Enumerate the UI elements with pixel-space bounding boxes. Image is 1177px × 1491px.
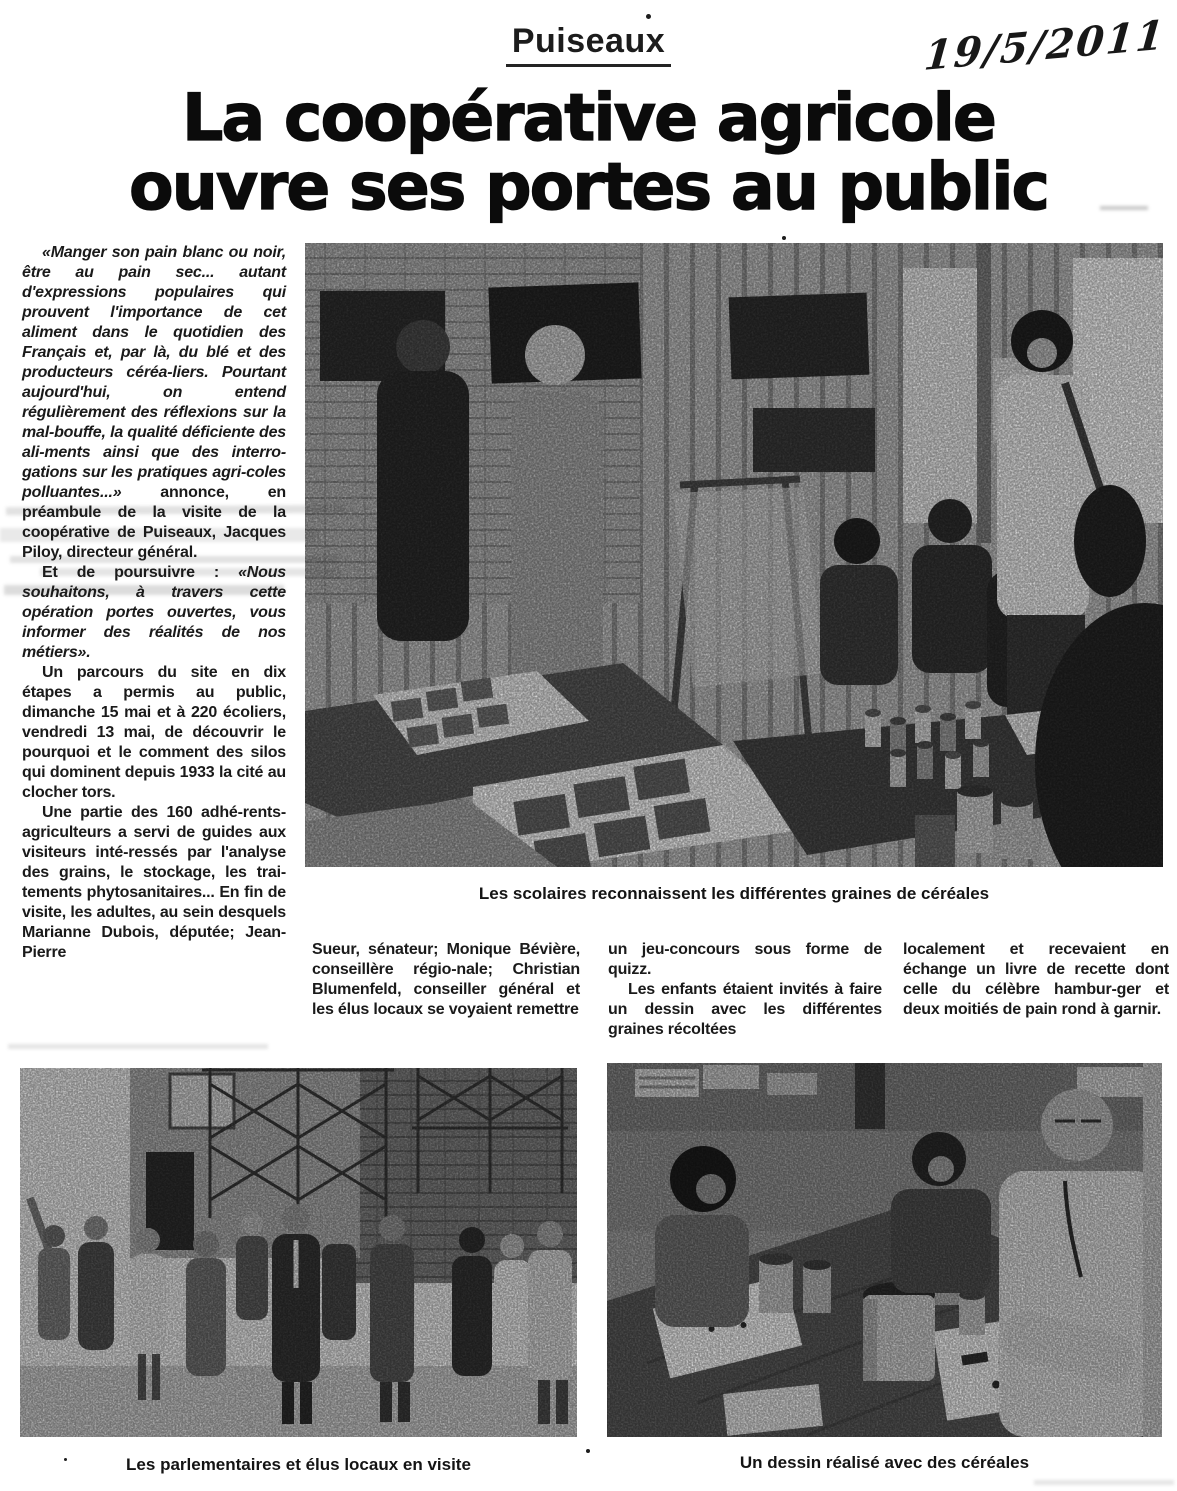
halftone-grain <box>607 1063 1162 1437</box>
article-column-3 <box>608 940 882 1040</box>
headline-line-1: La coopérative agricole <box>182 81 995 156</box>
handwritten-date: 19/5/2011 <box>922 11 1168 80</box>
scan-speck <box>782 236 786 240</box>
photo-officials-visit-image <box>20 1068 577 1437</box>
headline-line-2: ouvre ses portes au public <box>128 150 1049 225</box>
scan-streak <box>8 1044 268 1049</box>
article-paragraph: Une partie des 160 adhé-rents-agriculteurs a servi de guides aux visiteurs inté-ressés par l'analyse des grains, le stockage, les trai-tements phytosanitaires... En fin de visite, les adultes, au sein desquels Marianne Dubois, députée; Jean-Pierre <box>22 804 286 961</box>
article-paragraph <box>22 563 286 663</box>
photo-top-caption: Les scolaires reconnaissent les différentes graines de céréales <box>478 884 990 903</box>
photo-bottom-left-caption: Les parlementaires et élus locaux en visite <box>126 1455 471 1474</box>
photo-officials-visit <box>20 1068 577 1437</box>
quote-text: «Manger son pain blanc ou noir, être au pain sec... autant d'expressions populaires qui prouvent l'importance de cet aliment dans le quotidien des Français et, par là, du blé et des producteurs céréa-liers. Pourtant aujourd'hui, on entend régulièrement des réflexions sur la mal-bouffe, la qualité déficiente des ali-ments ainsi que des interro-gations sur les pratiques agri-coles polluantes...» <box>22 244 286 501</box>
scan-streak <box>1034 1480 1174 1485</box>
lead-text: Et de poursuivre : <box>42 564 239 581</box>
photo-open-day-workshop-image <box>305 243 1163 867</box>
article-paragraph: Les enfants étaient invités à faire un dessin avec les différentes graines récoltées <box>608 981 882 1038</box>
photo-open-day-workshop <box>305 243 1163 867</box>
article-paragraph: Sueur, sénateur; Monique Bévière, conseillère régio-nale; Christian Blumenfeld, conseiller général et les élus locaux se voyaient remettre <box>312 941 580 1018</box>
section-kicker-label: Puiseaux <box>506 22 671 67</box>
article-paragraph: Un parcours du site en dix étapes a permis au public, dimanche 15 mai et à 220 écoliers, vendredi 13 mai, de découvrir le pourquoi et le comment des silos qui dominent depuis 1933 la cité au clocher tors. <box>22 664 286 801</box>
article-column-2 <box>312 940 580 1020</box>
halftone-grain <box>305 243 1163 867</box>
photo-cereal-drawing <box>607 1063 1162 1437</box>
halftone-grain <box>20 1068 577 1437</box>
attribution-text: annonce, en préambule de la visite de la coopérative de Puiseaux, Jacques Piloy, directeur général. <box>22 484 286 561</box>
scan-speck <box>646 14 651 19</box>
photo-bottom-right-caption: Un dessin réalisé avec des céréales <box>739 1453 1030 1472</box>
article-paragraph: un jeu-concours sous forme de quizz. <box>608 941 882 978</box>
article-paragraph <box>22 243 286 563</box>
quote-text: «Nous souhaitons, à travers cette opération portes ouvertes, vous informer des réalités de nos métiers». <box>22 564 286 661</box>
scan-speck <box>586 1449 590 1453</box>
headline <box>0 81 1177 225</box>
article-column-1 <box>22 243 286 963</box>
article-column-4 <box>903 940 1169 1020</box>
photo-cereal-drawing-image <box>607 1063 1162 1437</box>
article-paragraph: localement et recevaient en échange un livre de recette dont celle du célèbre hambur-ger et deux moitiés de pain rond à garnir. <box>903 941 1169 1018</box>
